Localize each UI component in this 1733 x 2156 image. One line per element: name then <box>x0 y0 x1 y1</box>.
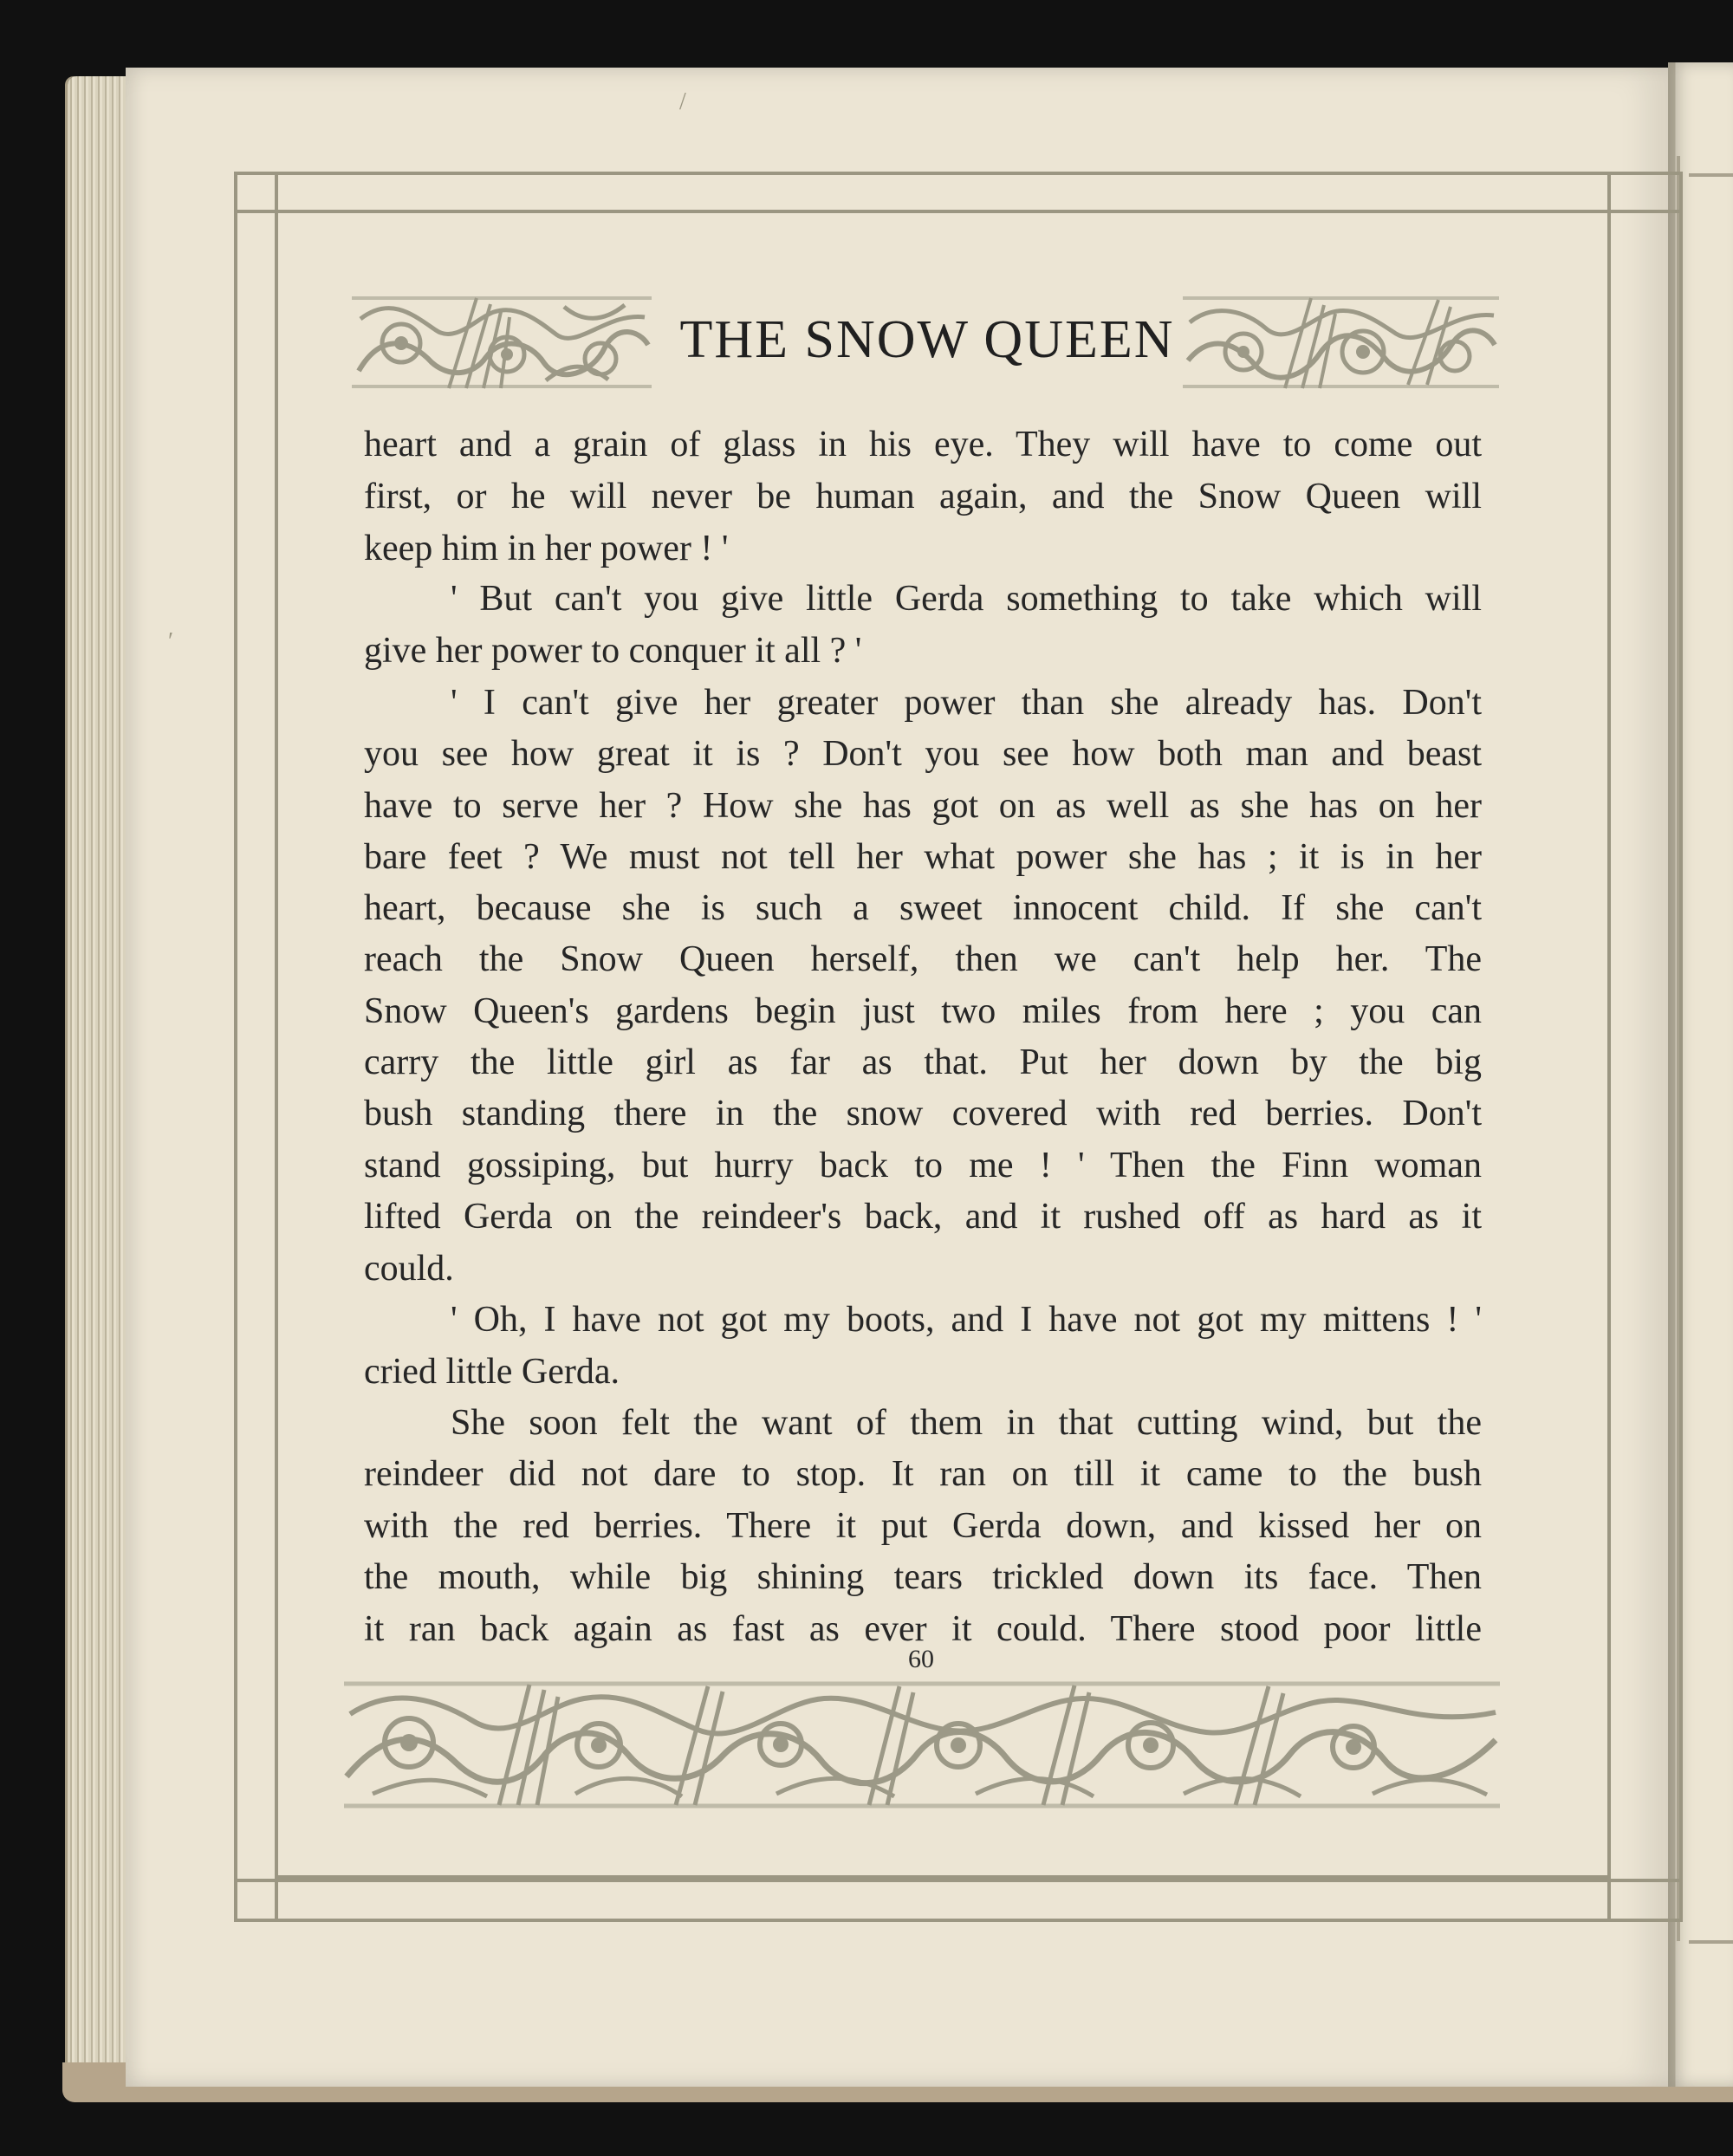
text-line: reach the Snow Queen herself, then we can't help her. The <box>364 939 1482 979</box>
text-line: ' I can't give her greater power than she already has. Don't <box>451 683 1482 723</box>
text-line: She soon felt the want of them in that cutting wind, but the <box>451 1403 1482 1443</box>
border-right-crossline <box>1607 172 1611 1922</box>
text-line: carry the little girl as far as that. Put her down by the big <box>364 1042 1482 1082</box>
text-line: with the red berries. There it put Gerda down, and kissed her on <box>364 1506 1482 1546</box>
page-number: 60 <box>908 1645 934 1673</box>
text-line: stand gossiping, but hurry back to me ! ' Then the Finn woman <box>364 1146 1482 1185</box>
text-line: it ran back again as fast as ever it could. There stood poor little <box>364 1609 1482 1649</box>
border-left-crossline <box>275 172 278 1922</box>
text-line: lifted Gerda on the reindeer's back, and it rushed off as hard as it <box>364 1197 1482 1237</box>
border-top-crossline <box>234 210 1683 213</box>
text-line: ' Oh, I have not got my boots, and I have not got my mittens ! ' <box>451 1300 1482 1340</box>
right-page-border <box>1677 156 1733 1941</box>
text-line: you see how great it is ? Don't you see how both man and beast <box>364 734 1482 774</box>
text-line: first, or he will never be human again, and the Snow Queen will <box>364 477 1482 516</box>
text-line: cried little Gerda. <box>364 1352 620 1392</box>
border-bottom-crossline <box>234 1879 1683 1882</box>
paper-mark: / <box>679 88 686 115</box>
header-left-ornament-icon <box>352 291 652 393</box>
text-line: give her power to conquer it all ? ' <box>364 631 862 671</box>
text-line: bare feet ? We must not tell her what power she has ; it is in her <box>364 837 1482 877</box>
text-line: ' But can't you give little Gerda something to take which will <box>451 579 1482 619</box>
text-line: heart and a grain of glass in his eye. They will have to come out <box>364 425 1482 464</box>
header-right-ornament-icon <box>1183 291 1499 393</box>
text-line: have to serve her ? How she has got on as well as she has on her <box>364 786 1482 826</box>
text-line: could. <box>364 1249 454 1289</box>
footer-ornament-icon <box>343 1679 1500 1809</box>
text-line: the mouth, while big shining tears trickled down its face. Then <box>364 1557 1482 1597</box>
text-line: bush standing there in the snow covered with red berries. Don't <box>364 1094 1482 1133</box>
text-line: reindeer did not dare to stop. It ran on till it came to the bush <box>364 1454 1482 1494</box>
text-line: Snow Queen's gardens begin just two miles from here ; you can <box>364 991 1482 1031</box>
text-line: heart, because she is such a sweet innocent child. If she can't <box>364 888 1482 928</box>
text-line: keep him in her power ! ' <box>364 529 729 568</box>
paper-mark: ′ <box>168 628 174 655</box>
page-title: THE SNOW QUEEN <box>679 310 1175 369</box>
